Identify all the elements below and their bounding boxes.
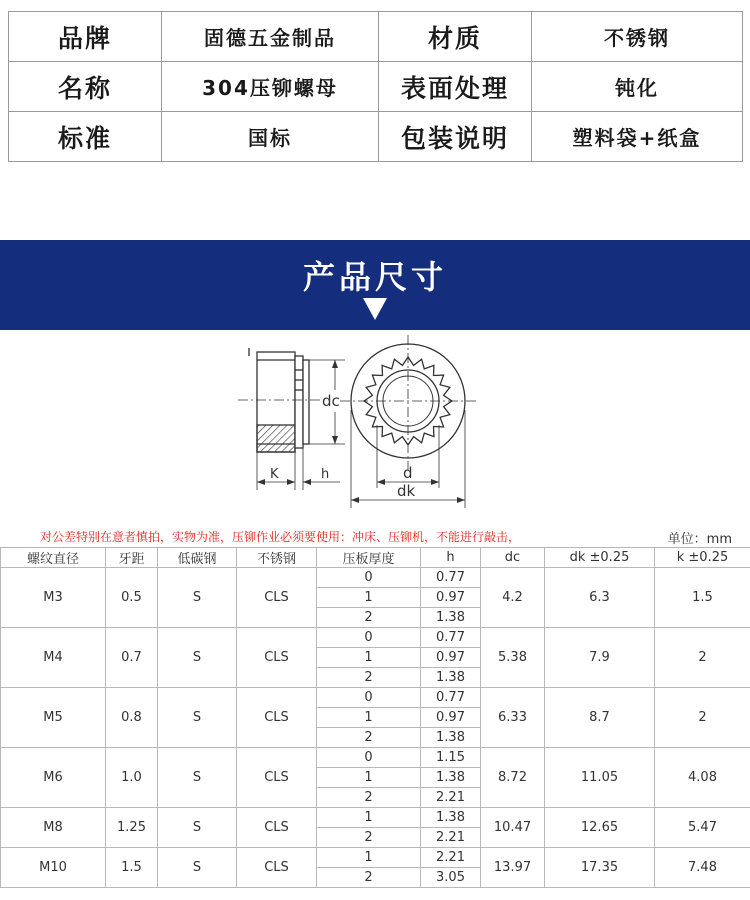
cell-size: M3 bbox=[1, 568, 106, 628]
spec-row bbox=[9, 12, 743, 62]
cell-thickness: 1 bbox=[317, 588, 421, 608]
cell-size: M6 bbox=[1, 748, 106, 808]
cell-h: 2.21 bbox=[421, 828, 481, 848]
technical-drawing bbox=[0, 330, 750, 520]
column-header: 低碳钢 bbox=[158, 548, 237, 568]
table-header-row bbox=[1, 548, 750, 568]
cell-h: 1.38 bbox=[421, 608, 481, 628]
cell-carbon: S bbox=[158, 688, 237, 748]
column-header: 不锈钢 bbox=[237, 548, 317, 568]
cell-dk: 7.9 bbox=[545, 628, 655, 688]
cell-carbon: S bbox=[158, 808, 237, 848]
table-row bbox=[1, 808, 750, 828]
label-dc: dc bbox=[322, 392, 340, 410]
cell-pitch: 1.5 bbox=[106, 848, 158, 888]
cell-dk: 8.7 bbox=[545, 688, 655, 748]
column-header: dk ±0.25 bbox=[545, 548, 655, 568]
table-row bbox=[1, 748, 750, 768]
table-row bbox=[1, 628, 750, 648]
cell-k: 5.47 bbox=[655, 808, 750, 848]
spec-row bbox=[9, 62, 743, 112]
cell-dc: 13.97 bbox=[481, 848, 545, 888]
cell-thickness: 1 bbox=[317, 808, 421, 828]
cell-stainless: CLS bbox=[237, 688, 317, 748]
cell-stainless: CLS bbox=[237, 628, 317, 688]
spec-value: 304压铆螺母 bbox=[162, 62, 379, 112]
cell-h: 2.21 bbox=[421, 848, 481, 868]
cell-thickness: 2 bbox=[317, 788, 421, 808]
cell-pitch: 1.25 bbox=[106, 808, 158, 848]
spec-value: 国标 bbox=[162, 112, 379, 162]
spec-value: 钝化 bbox=[532, 62, 743, 112]
cell-stainless: CLS bbox=[237, 808, 317, 848]
spec-value: 塑料袋+纸盒 bbox=[532, 112, 743, 162]
cell-k: 1.5 bbox=[655, 568, 750, 628]
banner-title: 产品尺寸 bbox=[302, 258, 447, 296]
nut-drawing-svg bbox=[0, 330, 750, 520]
cell-h: 0.77 bbox=[421, 688, 481, 708]
cell-stainless: CLS bbox=[237, 568, 317, 628]
table-row bbox=[1, 568, 750, 588]
label-d: d bbox=[403, 464, 413, 482]
cell-size: M8 bbox=[1, 808, 106, 848]
table-row bbox=[1, 848, 750, 868]
caution-note: 对公差特别在意者慎拍，实物为准，压铆作业必须要使用：冲床、压铆机，不能进行敲击， bbox=[40, 530, 521, 544]
cell-thickness: 2 bbox=[317, 668, 421, 688]
cell-k: 7.48 bbox=[655, 848, 750, 888]
label-dk: dk bbox=[397, 482, 416, 500]
column-header: 螺纹直径 bbox=[1, 548, 106, 568]
cell-h: 2.21 bbox=[421, 788, 481, 808]
cell-thickness: 0 bbox=[317, 748, 421, 768]
cell-k: 2 bbox=[655, 688, 750, 748]
cell-dk: 6.3 bbox=[545, 568, 655, 628]
cell-thickness: 1 bbox=[317, 648, 421, 668]
cell-h: 1.38 bbox=[421, 768, 481, 788]
cell-thickness: 1 bbox=[317, 708, 421, 728]
cell-h: 0.77 bbox=[421, 568, 481, 588]
label-k: K bbox=[270, 467, 279, 482]
cell-size: M4 bbox=[1, 628, 106, 688]
spec-row bbox=[9, 112, 743, 162]
cell-h: 1.38 bbox=[421, 808, 481, 828]
cell-carbon: S bbox=[158, 628, 237, 688]
spec-key: 表面处理 bbox=[379, 62, 532, 112]
unit-label: 单位：mm bbox=[667, 532, 732, 547]
cell-thickness: 0 bbox=[317, 568, 421, 588]
column-header: dc bbox=[481, 548, 545, 568]
cell-k: 2 bbox=[655, 628, 750, 688]
cell-thickness: 1 bbox=[317, 848, 421, 868]
spec-key: 品牌 bbox=[9, 12, 162, 62]
column-header: 牙距 bbox=[106, 548, 158, 568]
cell-pitch: 1.0 bbox=[106, 748, 158, 808]
cell-dk: 17.35 bbox=[545, 848, 655, 888]
dimension-table-body bbox=[1, 568, 750, 888]
cell-carbon: S bbox=[158, 748, 237, 808]
cell-stainless: CLS bbox=[237, 748, 317, 808]
cell-h: 0.97 bbox=[421, 588, 481, 608]
cell-h: 0.97 bbox=[421, 708, 481, 728]
cell-carbon: S bbox=[158, 568, 237, 628]
label-h: h bbox=[321, 467, 330, 482]
cell-dc: 5.38 bbox=[481, 628, 545, 688]
cell-stainless: CLS bbox=[237, 848, 317, 888]
cell-dk: 12.65 bbox=[545, 808, 655, 848]
cell-pitch: 0.7 bbox=[106, 628, 158, 688]
dimension-table bbox=[0, 547, 750, 888]
column-header: h bbox=[421, 548, 481, 568]
cell-dk: 11.05 bbox=[545, 748, 655, 808]
spec-key: 材质 bbox=[379, 12, 532, 62]
cell-h: 1.38 bbox=[421, 728, 481, 748]
cell-thickness: 2 bbox=[317, 608, 421, 628]
cell-dc: 8.72 bbox=[481, 748, 545, 808]
spec-key: 包装说明 bbox=[379, 112, 532, 162]
cell-h: 0.77 bbox=[421, 628, 481, 648]
spec-key: 名称 bbox=[9, 62, 162, 112]
cell-h: 1.15 bbox=[421, 748, 481, 768]
section-banner bbox=[0, 240, 750, 330]
spec-value: 固德五金制品 bbox=[162, 12, 379, 62]
spec-key: 标准 bbox=[9, 112, 162, 162]
cell-dc: 6.33 bbox=[481, 688, 545, 748]
cell-dc: 10.47 bbox=[481, 808, 545, 848]
down-arrow-icon bbox=[363, 298, 387, 320]
cell-pitch: 0.5 bbox=[106, 568, 158, 628]
cell-size: M5 bbox=[1, 688, 106, 748]
cell-thickness: 2 bbox=[317, 728, 421, 748]
cell-thickness: 0 bbox=[317, 628, 421, 648]
spec-value: 不锈钢 bbox=[532, 12, 743, 62]
cell-h: 1.38 bbox=[421, 668, 481, 688]
cell-size: M10 bbox=[1, 848, 106, 888]
cell-k: 4.08 bbox=[655, 748, 750, 808]
cell-thickness: 2 bbox=[317, 828, 421, 848]
cell-pitch: 0.8 bbox=[106, 688, 158, 748]
cell-h: 0.97 bbox=[421, 648, 481, 668]
column-header: 压板厚度 bbox=[317, 548, 421, 568]
cell-thickness: 1 bbox=[317, 768, 421, 788]
spec-table bbox=[8, 11, 743, 162]
column-header: k ±0.25 bbox=[655, 548, 750, 568]
cell-thickness: 0 bbox=[317, 688, 421, 708]
cell-carbon: S bbox=[158, 848, 237, 888]
table-row bbox=[1, 688, 750, 708]
cell-thickness: 2 bbox=[317, 868, 421, 888]
cell-h: 3.05 bbox=[421, 868, 481, 888]
cell-dc: 4.2 bbox=[481, 568, 545, 628]
